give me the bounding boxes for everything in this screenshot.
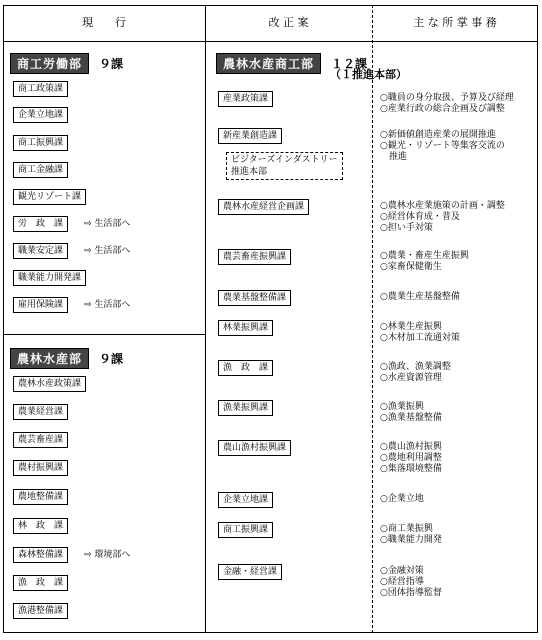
dept-heading bbox=[10, 348, 123, 369]
duty-item: ○商工業振興 bbox=[380, 524, 433, 534]
header-proposal: 改 正 案 bbox=[268, 16, 309, 29]
duty-list bbox=[380, 130, 505, 163]
section-box: 職業安定課 bbox=[13, 243, 68, 259]
duty-list bbox=[380, 362, 451, 384]
division-box: 金融・経営課 bbox=[218, 564, 282, 580]
section-box: 漁 政 課 bbox=[13, 575, 68, 591]
duty-item: ○集落環境整備 bbox=[380, 464, 442, 474]
duty-item: ○林業生産振興 bbox=[380, 322, 442, 332]
group-divider bbox=[3, 334, 205, 335]
division-box: 林業振興課 bbox=[218, 320, 273, 336]
division-box: 商工振興課 bbox=[218, 522, 273, 538]
duty-item: ○職員の身分取扱、予算及び経理 bbox=[380, 93, 514, 103]
duty-item: ○職業能力開発 bbox=[380, 535, 442, 545]
duty-list bbox=[380, 292, 460, 303]
duty-item: ○農業・畜産生産振興 bbox=[380, 251, 469, 261]
section-box: 商工金融課 bbox=[13, 162, 68, 178]
hq-line: 推進本部 bbox=[231, 167, 268, 177]
duty-list bbox=[380, 566, 442, 599]
section-box: 商工政策課 bbox=[13, 81, 68, 97]
dept-name: 商工労働部 bbox=[10, 53, 89, 74]
duty-list bbox=[380, 322, 460, 344]
division-box: 農業基盤整備課 bbox=[218, 290, 291, 306]
section-box: 農地整備課 bbox=[13, 489, 68, 505]
duty-item: ○漁業振興 bbox=[380, 402, 424, 412]
duty-list bbox=[380, 93, 514, 115]
duty-item: ○経営体育成・普及 bbox=[380, 212, 460, 222]
header-current: 現 行 bbox=[82, 16, 126, 29]
dept-count: １２課 bbox=[331, 57, 368, 71]
dept-sub: （１推進本部） bbox=[330, 68, 407, 81]
header-rule bbox=[3, 41, 538, 42]
duty-item: ○漁政、漁業調整 bbox=[380, 362, 451, 372]
division-box: 新産業創造課 bbox=[218, 128, 282, 144]
section-box: 職業能力開発課 bbox=[13, 270, 86, 286]
duty-item: ○観光・リゾート等集客交流の bbox=[380, 141, 505, 151]
duty-item: ○農業生産基盤整備 bbox=[380, 292, 460, 302]
duty-item: ○新価値創造産業の展開推進 bbox=[380, 130, 496, 140]
section-box: 農業経営課 bbox=[13, 404, 68, 420]
division-box: 農林水産経営企画課 bbox=[218, 199, 309, 215]
duty-list bbox=[380, 494, 424, 505]
section-box: 労 政 課 bbox=[13, 216, 68, 232]
column-divider-dashed bbox=[372, 5, 373, 633]
column-divider bbox=[205, 5, 206, 633]
duty-item: ○農地利用調整 bbox=[380, 453, 442, 463]
division-box: 漁 政 課 bbox=[218, 360, 273, 376]
section-box: 農村振興課 bbox=[13, 460, 68, 476]
transfer-note: ⇨ 環境部へ bbox=[84, 550, 131, 560]
section-box: 観光リゾート課 bbox=[13, 189, 86, 205]
duty-item: ○担い手対策 bbox=[380, 223, 433, 233]
division-box: 農芸畜産振興課 bbox=[218, 249, 291, 265]
duty-list bbox=[380, 524, 442, 546]
dept-name: 農林水産部 bbox=[10, 348, 89, 369]
duty-item: ○経営指導 bbox=[380, 577, 424, 587]
duty-item: ○木材加工流通対策 bbox=[380, 333, 460, 343]
duty-item: 推進 bbox=[380, 152, 408, 162]
hq-box bbox=[226, 152, 343, 180]
transfer-note: ⇨ 生活部へ bbox=[84, 300, 131, 310]
hq-line: ビジターズインダストリー bbox=[231, 155, 338, 165]
section-box: 雇用保険課 bbox=[13, 297, 68, 313]
transfer-note: ⇨ 生活部へ bbox=[84, 219, 131, 229]
dept-name: 農林水産商工部 bbox=[216, 53, 321, 74]
duty-list bbox=[380, 442, 442, 475]
duty-item: ○企業立地 bbox=[380, 494, 424, 504]
duty-item: ○漁業基盤整備 bbox=[380, 413, 442, 423]
section-box: 森林整備課 bbox=[13, 547, 68, 563]
duty-list bbox=[380, 402, 442, 424]
duty-list bbox=[380, 201, 505, 234]
section-box: 農芸畜産課 bbox=[13, 432, 68, 448]
division-box: 企業立地課 bbox=[218, 492, 273, 508]
division-box: 産業政策課 bbox=[218, 91, 273, 107]
dept-heading bbox=[10, 53, 123, 74]
section-box: 農林水産政策課 bbox=[13, 376, 86, 392]
duty-item: ○産業行政の総合企画及び調整 bbox=[380, 104, 505, 114]
dept-count: ９課 bbox=[99, 57, 124, 71]
section-box: 商工振興課 bbox=[13, 135, 68, 151]
duty-item: ○家畜保健衛生 bbox=[380, 262, 442, 272]
duty-item: ○団体指導監督 bbox=[380, 588, 442, 598]
duty-item: ○農林水産業施策の計画・調整 bbox=[380, 201, 505, 211]
duty-list bbox=[380, 251, 469, 273]
duty-item: ○金融対策 bbox=[380, 566, 424, 576]
section-box: 林 政 課 bbox=[13, 518, 68, 534]
division-box: 農山漁村振興課 bbox=[218, 440, 291, 456]
dept-count: ９課 bbox=[99, 352, 124, 366]
header-duties: 主 な 所 掌 事 務 bbox=[413, 16, 497, 29]
section-box: 企業立地課 bbox=[13, 107, 68, 123]
division-box: 漁業振興課 bbox=[218, 400, 273, 416]
transfer-note: ⇨ 生活部へ bbox=[84, 246, 131, 256]
duty-item: ○水産資源管理 bbox=[380, 373, 442, 383]
duty-item: ○農山漁村振興 bbox=[380, 442, 442, 452]
section-box: 漁港整備課 bbox=[13, 603, 68, 619]
